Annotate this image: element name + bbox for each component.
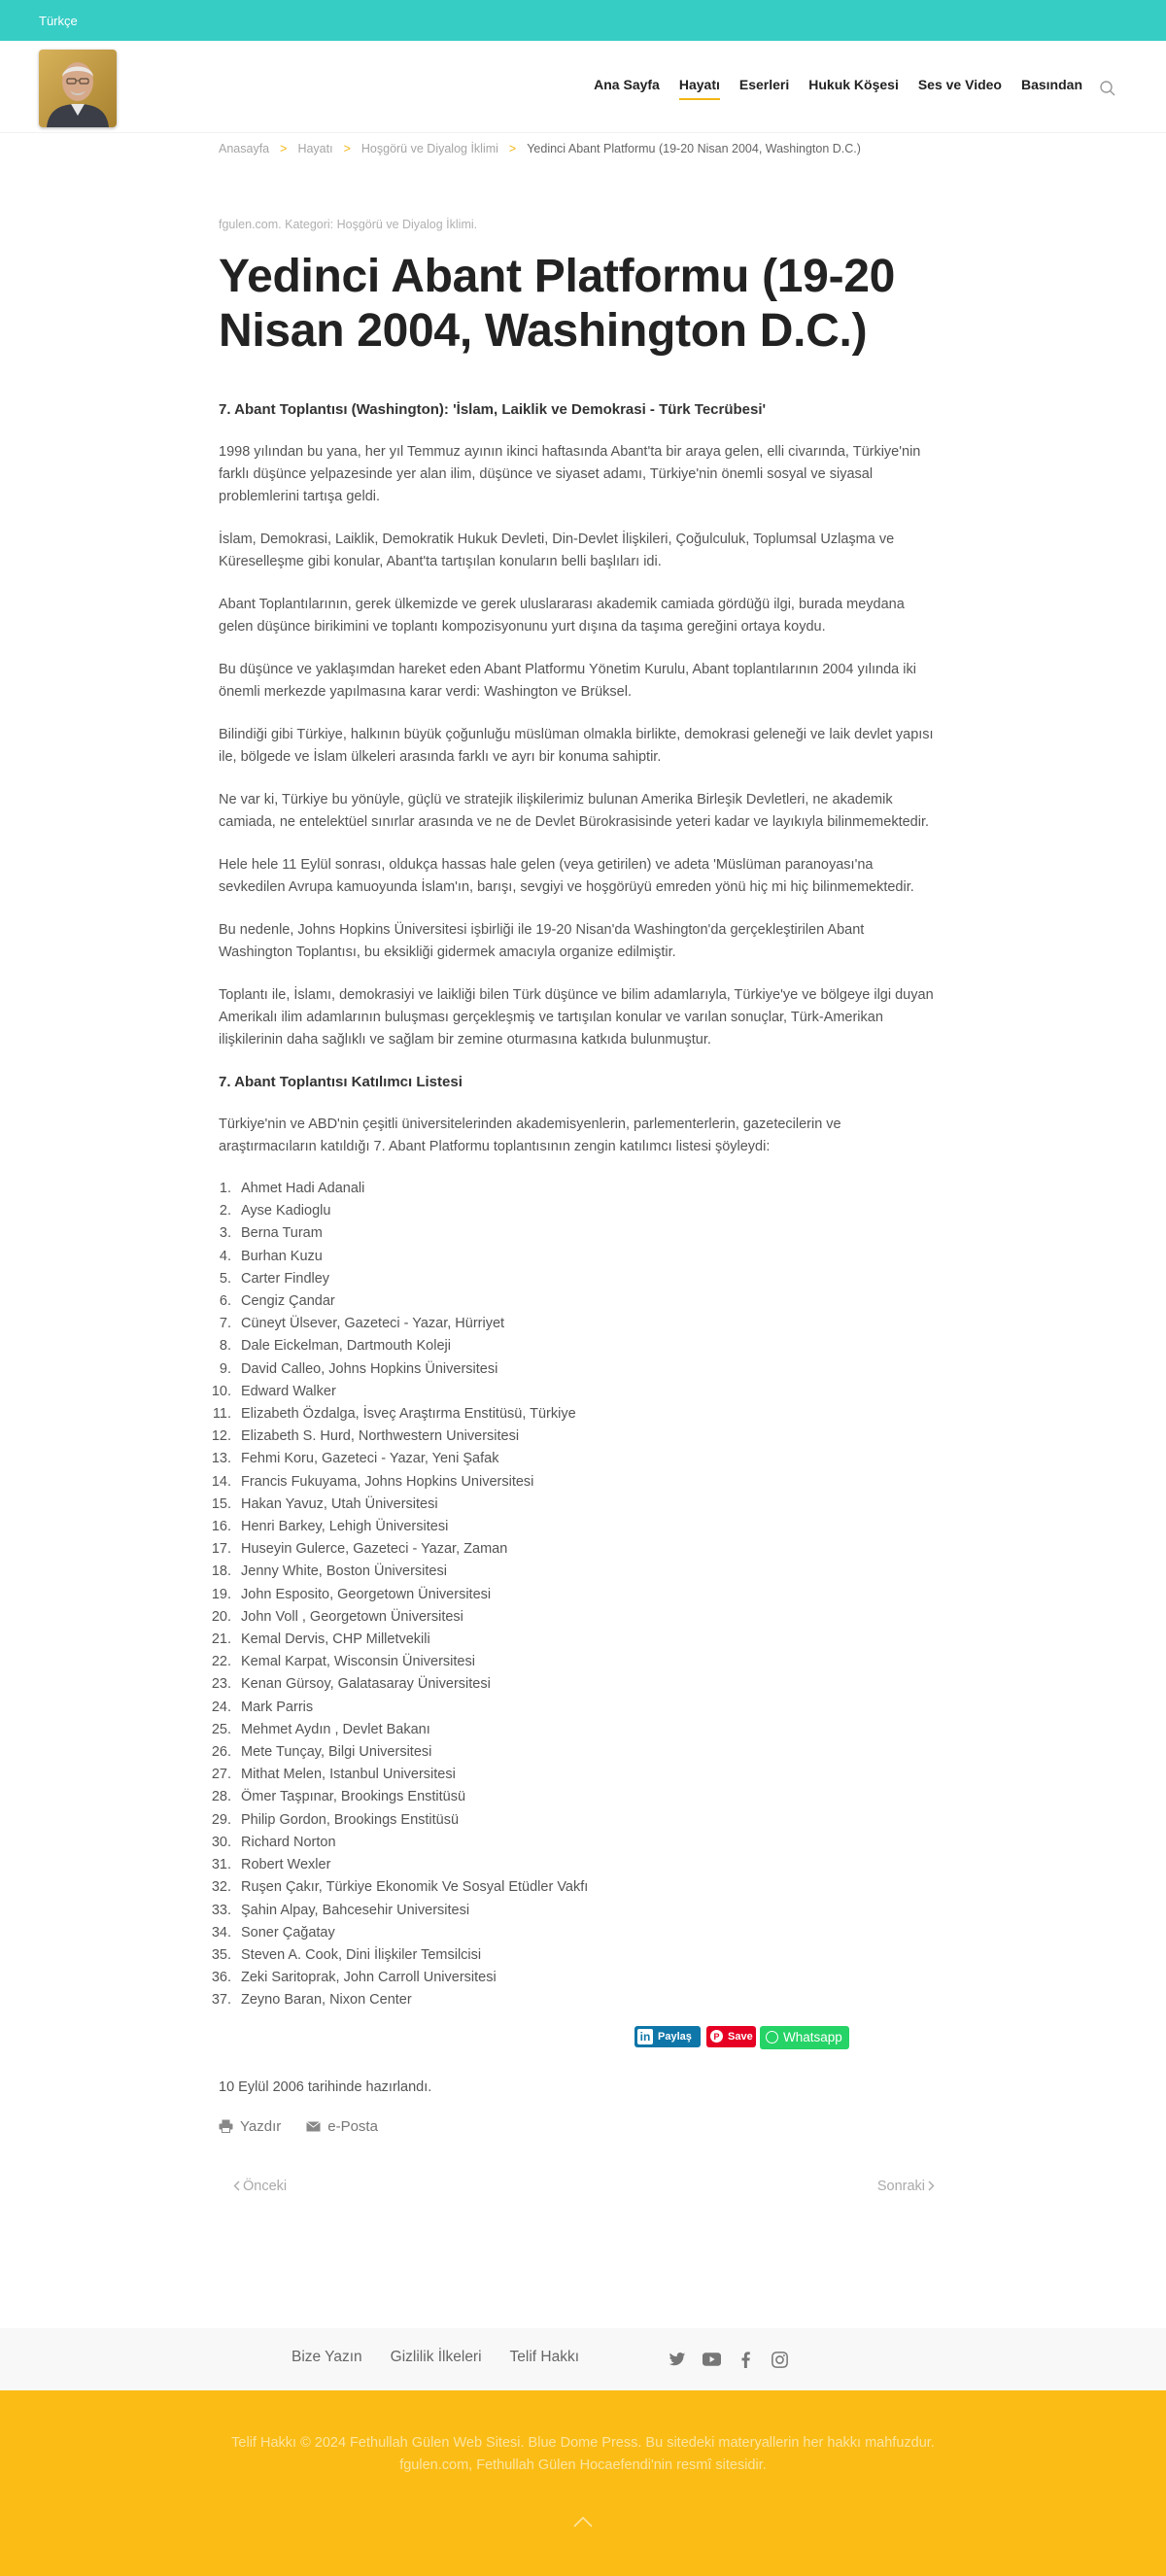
list-item: 33. Şahin Alpay, Bahcesehir Universitesi [235,1900,938,1922]
chevron-right-icon [928,2181,935,2191]
list-item: 16. Henri Barkey, Lehigh Üniversitesi [235,1516,938,1538]
paragraph: Türkiye'nin ve ABD'nin çeşitli üniversitelerinden akademisyenlerin, parlementerlerin, gazetecilerin ve araştırmacıların katıldığı 7. Abant Platformu toplantısının zengin katılımcı listesi şöyleydi: [219,1116,841,1154]
social-links [668,2350,804,2369]
previous-label: Önceki [243,2178,288,2194]
back-to-top-icon[interactable] [572,2515,594,2528]
list-item: 23. Kenan Gürsoy, Galatasaray Üniversitesi [235,1673,938,1696]
nav-ana-sayfa[interactable]: Ana Sayfa [594,77,660,92]
list-item: 5. Carter Findley [235,1268,938,1290]
printer-icon [219,2119,233,2133]
list-item: 10. Edward Walker [235,1381,938,1403]
list-item: 21. Kemal Dervis, CHP Milletvekili [235,1629,938,1651]
list-item: 24. Mark Parris [235,1697,938,1719]
nav-basindan[interactable]: Basından [1020,77,1082,92]
prepared-date: 10 Eylül 2006 tarihinde hazırlandı. [219,2078,432,2095]
footer-copyright-bar [0,2390,1166,2576]
list-item: 6. Cengiz Çandar [235,1290,938,1313]
paragraph: Bu düşünce ve yaklaşımdan hareket eden Abant Platformu Yönetim Kurulu, Abant toplantılarının 2004 yılında iki önemli merkezde yapılmasına karar verdi: Washington ve Brüksel. [219,662,916,700]
list-item: 11. Elizabeth Özdalga, İsveç Araştırma Enstitüsü, Türkiye [235,1403,938,1425]
list-item: 17. Huseyin Gulerce, Gazeteci - Yazar, Zaman [235,1538,938,1561]
paragraph: Toplantı ile, İslamı, demokrasiyi ve laikliği bilen Türk düşünce ve bilim adamlarıyla, Türkiye'ye ve bölgeye ilgi duyan Amerikalı ilim adamlarının buluşması gerçekleşmiş ve tartışılan konular ve varılan sonuçlar, Türk-Amerikan ilişkilerinin daha sağlıklı ve sağlam bir zemine oturmasına katkıda bulunmuştur. [219,987,934,1048]
nav-hayati[interactable]: Hayatı [679,77,720,100]
paragraph: Bilindiği gibi Türkiye, halkının büyük çoğunluğu müslüman olmakla birlikte, demokrasi geleneği ve laik devlet yapısı ile, bölgede ve İslam ülkeleri arasında farklı ve ayrı bir konuma sahiptir. [219,727,934,765]
footer-link-bize-yazin[interactable]: Bize Yazın [292,2349,362,2365]
list-item: 30. Richard Norton [235,1832,938,1854]
linkedin-icon: in [637,2029,653,2044]
twitter-icon[interactable] [668,2350,687,2369]
nav-eserleri[interactable]: Eserleri [738,77,790,92]
list-item: 14. Francis Fukuyama, Johns Hopkins Universitesi [235,1471,938,1494]
list-item: 20. John Voll , Georgetown Üniversitesi [235,1606,938,1629]
list-item: 34. Soner Çağatay [235,1922,938,1944]
list-item: 22. Kemal Karpat, Wisconsin Üniversitesi [235,1651,938,1673]
linkedin-share-label: Paylaş [658,2030,692,2043]
list-item: 35. Steven A. Cook, Dini İlişkiler Temsilcisi [235,1944,938,1967]
footer-link-telif[interactable]: Telif Hakkı [509,2349,580,2365]
nav-hukuk-kosesi[interactable]: Hukuk Köşesi [808,77,899,92]
list-item: 25. Mehmet Aydın , Devlet Bakanı [235,1719,938,1741]
portrait-image [39,50,117,127]
breadcrumb-category[interactable]: Hoşgörü ve Diyalog İklimi [360,142,498,155]
section-heading: 7. Abant Toplantısı Katılımcı Listesi [219,1074,463,1090]
list-item: 12. Elizabeth S. Hurd, Northwestern Universitesi [235,1425,938,1448]
copyright-text [0,2432,1166,2477]
article-actions [219,2118,938,2135]
site-header [0,41,1166,133]
paragraph: İslam, Demokrasi, Laiklik, Demokratik Hukuk Devleti, Din-Devlet İlişkileri, Çoğulculuk, Toplumsal Uzlaşma ve Küreselleşme gibi konular, Abant'ta tartışılan konuların belli başlıları idi. [219,532,895,569]
whatsapp-share-label: Whatsapp [783,2030,842,2045]
copyright-line [0,2455,1166,2477]
list-item: 29. Philip Gordon, Brookings Enstitüsü [235,1809,938,1832]
share-buttons [219,2026,938,2049]
breadcrumb-separator: > [508,142,517,155]
print-button[interactable] [219,2118,281,2135]
youtube-icon[interactable] [702,2350,721,2369]
facebook-icon[interactable] [736,2350,755,2369]
linkedin-share-button[interactable] [634,2026,701,2047]
list-item: 4. Burhan Kuzu [235,1246,938,1268]
list-item: 37. Zeyno Baran, Nixon Center [235,1989,938,2011]
list-item: 31. Robert Wexler [235,1854,938,1876]
search-icon[interactable] [1099,80,1116,97]
list-item: 27. Mithat Melen, Istanbul Universitesi [235,1764,938,1786]
nav-ses-ve-video[interactable]: Ses ve Video [917,77,1002,92]
footer-links-bar [0,2328,1166,2390]
language-selector[interactable]: Türkçe [39,13,78,28]
list-item: 9. David Calleo, Johns Hopkins Üniversitesi [235,1358,938,1381]
paragraph: Hele hele 11 Eylül sonrası, oldukça hassas hale gelen (veya getirilen) ve adeta 'Müslüman paranoyası'na sevkedilen Avrupa kamuoyunda İslam'ın, barışı, sevgiyi ve hoşgörüyü emreden yönü hiç mi hiç bilinmemektedir. [219,857,914,895]
list-item: 28. Ömer Taşpınar, Brookings Enstitüsü [235,1786,938,1808]
breadcrumb-home[interactable]: Anasayfa [219,142,270,155]
paragraph: Bu nedenle, Johns Hopkins Üniversitesi işbirliği ile 19-20 Nisan'da Washington'da gerçekleştirilen Abant Washington Toplantısı, bu eksikliği gidermek amacıyla organize edilmiştir. [219,922,865,960]
next-article-link[interactable] [877,2179,938,2194]
email-button[interactable] [306,2118,378,2135]
site-logo[interactable] [39,50,117,127]
previous-article-link[interactable] [230,2179,287,2194]
envelope-icon [306,2121,321,2132]
language-bar [0,0,1166,41]
article-meta [219,218,938,231]
list-item: 19. John Esposito, Georgetown Üniversitesi [235,1584,938,1606]
list-item: 7. Cüneyt Ülsever, Gazeteci - Yazar, Hürriyet [235,1313,938,1335]
section-heading: 7. Abant Toplantısı (Washington): 'İslam, Laiklik ve Demokrasi - Türk Tecrübesi' [219,401,767,418]
whatsapp-share-button[interactable] [760,2026,849,2049]
list-item: 13. Fehmi Koru, Gazeteci - Yazar, Yeni Şafak [235,1448,938,1470]
email-label: e-Posta [327,2117,378,2135]
breadcrumb-hayati[interactable]: Hayatı [297,142,333,155]
paragraph: Abant Toplantılarının, gerek ülkemizde ve gerek uluslararası akademik camiada gördüğü ilgi, burada meydana gelen düşünce birikimini ve toplantı kompozisyonunu yurt dışına da taşıma gereğini ortaya koydu. [219,597,905,635]
main-nav [574,77,1082,100]
meta-site: fgulen.com. [219,218,282,231]
next-label: Sonraki [876,2178,925,2194]
list-item: 15. Hakan Yavuz, Utah Üniversitesi [235,1494,938,1516]
breadcrumb-current: Yedinci Abant Platformu (19-20 Nisan 2004, Washington D.C.) [527,142,861,155]
chevron-left-icon [233,2181,240,2191]
list-item: 2. Ayse Kadioglu [235,1200,938,1222]
page-title: Yedinci Abant Platformu (19-20 Nisan 2004, Washington D.C.) [219,251,896,357]
footer-links [292,2349,607,2366]
paragraph: 1998 yılından bu yana, her yıl Temmuz ayının ikinci haftasında Abant'ta bir araya gelen, elli civarında, Türkiye'nin farklı düşünce yelpazesinde yer alan ilim, düşünce ve siyaset adamı, Türkiye'nin önemli sosyal ve siyasal problemlerini tartışa geldi. [219,444,921,504]
pinterest-save-button[interactable] [706,2026,756,2047]
list-item: 8. Dale Eickelman, Dartmouth Koleji [235,1335,938,1357]
pagination [219,2179,938,2200]
list-item: 18. Jenny White, Boston Üniversitesi [235,1561,938,1583]
print-label: Yazdır [240,2117,282,2135]
article [219,218,938,2200]
pinterest-icon: P [710,2030,723,2043]
copyright-line: Telif Hakkı © 2024 Fethullah Gülen Web Sitesi. Blue Dome Press. Bu sitedeki materyallerin her hakkı mahfuzdur. [231,2435,935,2451]
list-item: 26. Mete Tunçay, Bilgi Universitesi [235,1741,938,1764]
list-item: 1. Ahmet Hadi Adanali [235,1178,938,1200]
paragraph: Ne var ki, Türkiye bu yönüyle, güçlü ve stratejik ilişkilerimiz bulunan Amerika Birleşik Devletleri, ne akademik camiada, ne entelektüel sınırlar arasında ve ne de Devlet Bürokrasisinde yeteri kadar ve layıkıyla bilinmemektedir. [219,792,930,830]
whatsapp-icon [766,2031,778,2044]
pinterest-save-label: Save [728,2030,753,2043]
list-item: 36. Zeki Saritoprak, John Carroll Universitesi [235,1967,938,1989]
breadcrumb-separator: > [343,142,351,155]
copyright-line-suffix: , Fethullah Gülen Hocaefendi'nin resmî sitesidir. [468,2457,767,2473]
copyright-site-link[interactable]: fgulen.com [399,2457,469,2473]
meta-category[interactable]: Kategori: Hoşgörü ve Diyalog İklimi. [285,218,478,231]
breadcrumb-separator: > [280,142,288,155]
footer-link-gizlilik[interactable]: Gizlilik İlkeleri [390,2349,482,2365]
list-item: 32. Ruşen Çakır, Türkiye Ekonomik Ve Sosyal Etüdler Vakfı [235,1876,938,1899]
breadcrumb [219,142,861,155]
participant-list [219,1178,938,2012]
instagram-icon[interactable] [770,2350,789,2369]
list-item: 3. Berna Turam [235,1222,938,1245]
